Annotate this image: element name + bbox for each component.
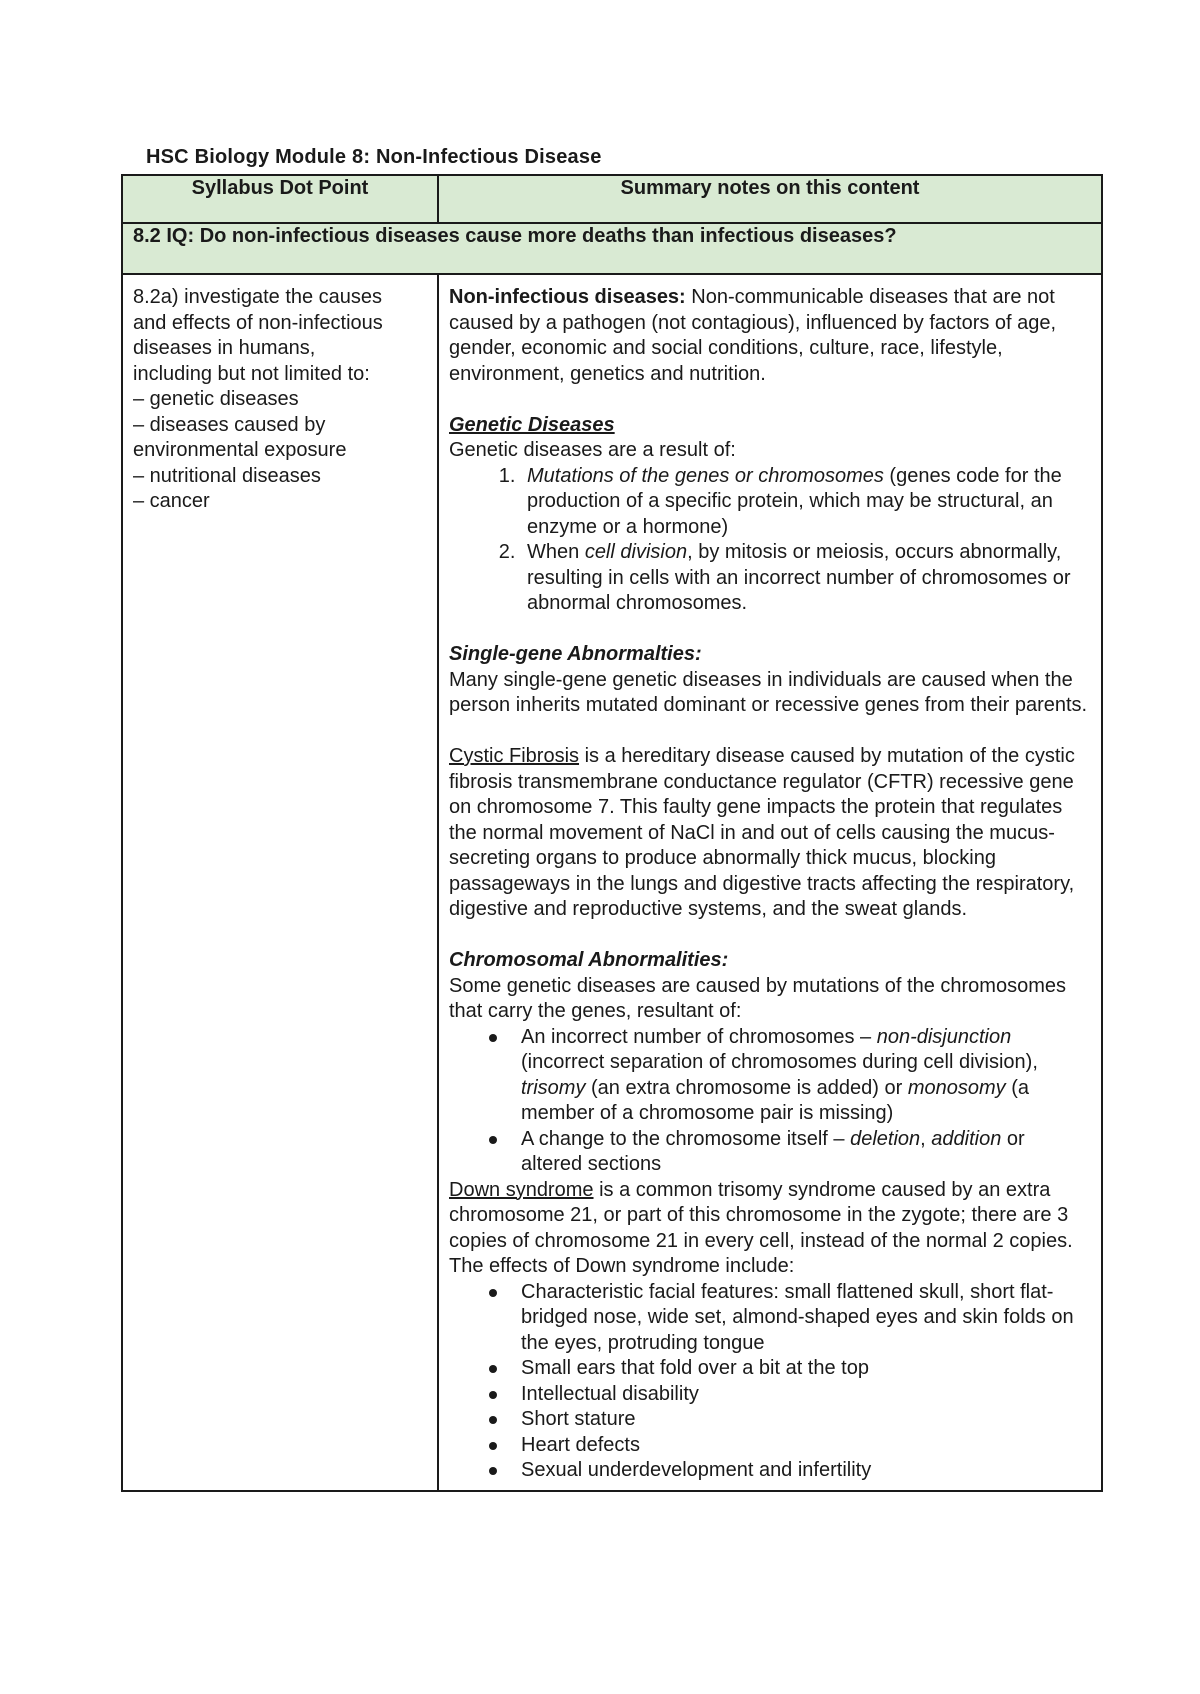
list-item: Heart defects: [521, 1433, 1091, 1459]
down-syndrome-term: Down syndrome: [449, 1178, 594, 1201]
inquiry-question: 8.2 IQ: Do non-infectious diseases cause more deaths than infectious diseases?: [122, 223, 1102, 274]
list-item: Sexual underdevelopment and infertility: [521, 1458, 1091, 1484]
single-gene-heading: Single-gene Abnormalties:: [449, 643, 702, 665]
list-item: Intellectual disability: [521, 1382, 1091, 1408]
intro-term: Non-infectious diseases:: [449, 286, 686, 308]
syllabus-line: including but not limited to:: [133, 362, 370, 385]
chromosomal-heading: Chromosomal Abnormalities:: [449, 949, 729, 971]
down-syndrome-paragraph: Down syndrome is a common trisomy syndrome caused by an extra chromosome 21, or part of this chromosome in the zygote; there are 3 copies of chromosome 21 in every cell, instead of the normal 2 copies. The effects of Down syndrome include:: [449, 1178, 1073, 1277]
header-syllabus-dot-point: Syllabus Dot Point: [122, 175, 438, 223]
list-item: A change to the chromosome itself – deletion, addition or altered sections: [521, 1127, 1091, 1178]
chromosomal-text: Some genetic diseases are caused by mutations of the chromosomes that carry the genes, resultant of:: [449, 974, 1066, 1022]
list-item: Short stature: [521, 1407, 1091, 1433]
syllabus-line: and effects of non-infectious: [133, 311, 383, 334]
syllabus-line: – nutritional diseases: [133, 464, 321, 487]
genetic-causes-list: [449, 464, 1091, 617]
syllabus-line: 8.2a) investigate the causes: [133, 286, 383, 308]
syllabus-line: environmental exposure: [133, 439, 347, 461]
intro-text: Non-communicable diseases that are not caused by a pathogen (not contagious), influenced by factors of age, gender, economic and social conditions, culture, race, lifestyle, environment, genetics and nutrition.: [449, 286, 1057, 385]
header-row: [122, 175, 1102, 223]
intro-paragraph: [449, 285, 1091, 387]
inquiry-question-row: [122, 223, 1102, 274]
list-item: 2. When cell division, by mitosis or meiosis, occurs abnormally, resulting in cells with an incorrect number of chromosomes or abnormal chromosomes.: [521, 540, 1091, 617]
chromosomal-causes-list: [449, 1025, 1091, 1178]
document-title: HSC Biology Module 8: Non-Infectious Disease: [146, 146, 602, 168]
cystic-fibrosis-paragraph: Cystic Fibrosis is a hereditary disease caused by mutation of the cystic fibrosis transmembrane conductance regulator (CFTR) recessive gene on chromosome 7. This faulty gene impacts the protein that regulates the normal movement of NaCl in and out of cells causing the mucus-secreting organs to produce abnormally thick mucus, blocking passageways in the lungs and digestive tracts affecting the respiratory, digestive and reproductive systems, and the sweat glands.: [449, 745, 1075, 920]
genetic-diseases-lead: Genetic diseases are a result of:: [449, 439, 736, 461]
syllabus-line: – cancer: [133, 490, 210, 512]
down-syndrome-effects-list: [449, 1280, 1091, 1484]
content-row: [122, 274, 1102, 1491]
header-summary-notes: Summary notes on this content: [438, 175, 1102, 223]
single-gene-text: Many single-gene genetic diseases in individuals are caused when the person inherits mutated dominant or recessive genes from their parents.: [449, 668, 1088, 716]
summary-notes-cell: [438, 274, 1102, 1491]
list-item: Characteristic facial features: small flattened skull, short flat-bridged nose, wide set, almond-shaped eyes and skin folds on the eyes, protruding tongue: [521, 1280, 1091, 1357]
syllabus-line: – diseases caused by: [133, 413, 326, 436]
cystic-fibrosis-term: Cystic Fibrosis: [449, 745, 580, 767]
notes-table: [121, 174, 1103, 1492]
syllabus-line: – genetic diseases: [133, 388, 299, 410]
list-item: Small ears that fold over a bit at the top: [521, 1356, 1091, 1382]
list-item: 1. Mutations of the genes or chromosomes (genes code for the production of a specific protein, which may be structural, an enzyme or a hormone): [521, 464, 1091, 541]
genetic-diseases-heading: Genetic Diseases: [449, 413, 615, 436]
syllabus-dot-point-cell: [122, 274, 438, 1491]
syllabus-line: diseases in humans,: [133, 337, 316, 359]
list-item: An incorrect number of chromosomes – non-disjunction (incorrect separation of chromosomes during cell division), trisomy (an extra chromosome is added) or monosomy (a member of a chromosome pair is missing): [521, 1025, 1091, 1127]
